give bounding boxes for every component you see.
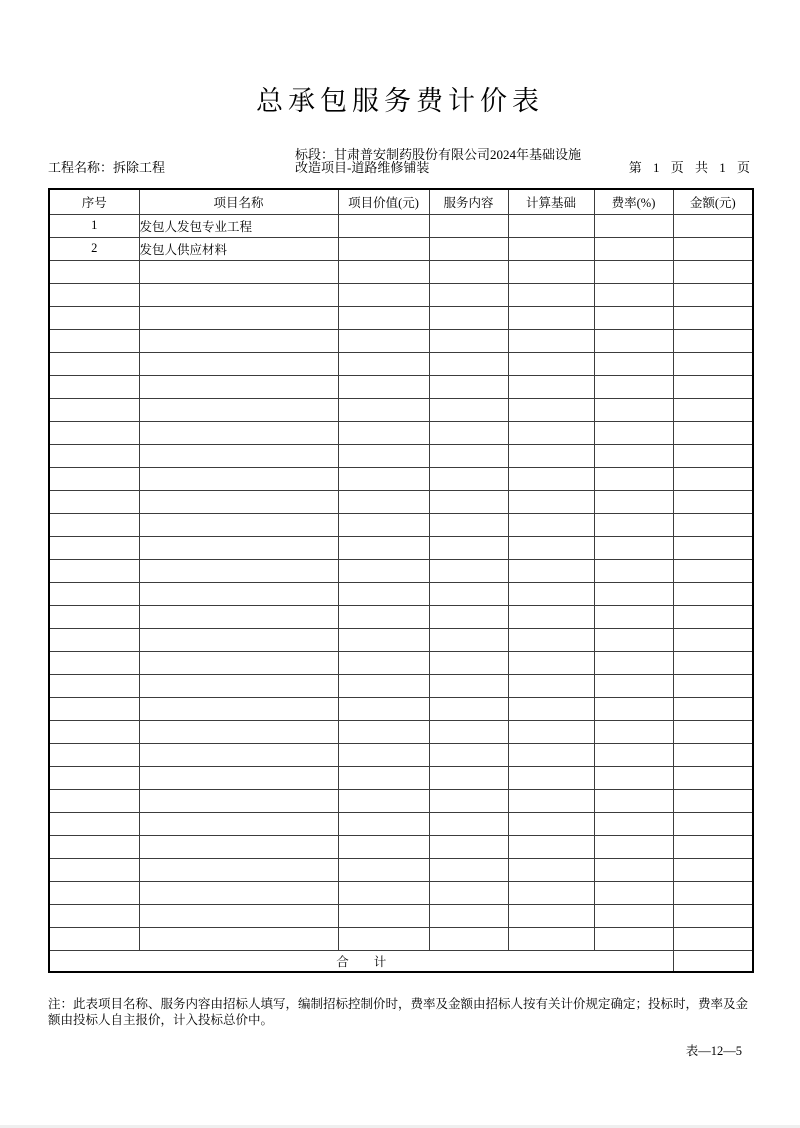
table-cell <box>139 375 338 398</box>
table-cell <box>338 582 429 605</box>
table-cell <box>508 237 594 260</box>
table-cell <box>49 536 139 559</box>
table-cell <box>673 858 753 881</box>
table-cell <box>429 306 508 329</box>
table-row <box>49 237 753 260</box>
table-cell <box>673 352 753 375</box>
table-cell <box>139 352 338 375</box>
table-cell <box>508 283 594 306</box>
table-cell <box>508 306 594 329</box>
table-cell <box>429 582 508 605</box>
table-row-empty <box>49 375 753 398</box>
table-cell <box>429 812 508 835</box>
total-label-cell: 合 计 <box>49 950 673 972</box>
table-body <box>49 214 753 950</box>
table-cell <box>594 651 673 674</box>
table-cell <box>673 697 753 720</box>
table-cell <box>338 306 429 329</box>
table-cell <box>338 283 429 306</box>
table-cell <box>594 743 673 766</box>
table-cell <box>594 490 673 513</box>
table-cell <box>429 490 508 513</box>
total-amount-cell <box>673 950 753 972</box>
table-cell: 2 <box>49 237 139 260</box>
table-cell <box>673 651 753 674</box>
table-cell <box>508 582 594 605</box>
table-cell <box>673 375 753 398</box>
table-cell <box>49 559 139 582</box>
table-cell <box>429 835 508 858</box>
table-cell <box>508 260 594 283</box>
table-cell <box>429 398 508 421</box>
table-cell <box>338 559 429 582</box>
table-cell <box>338 743 429 766</box>
table-cell <box>338 260 429 283</box>
table-cell <box>139 812 338 835</box>
table-cell <box>594 306 673 329</box>
table-cell <box>49 375 139 398</box>
table-row-empty <box>49 582 753 605</box>
table-cell <box>338 720 429 743</box>
table-cell <box>594 398 673 421</box>
table-cell <box>429 329 508 352</box>
table-cell <box>429 651 508 674</box>
table-cell <box>673 237 753 260</box>
column-header-basis: 计算基础 <box>508 189 594 214</box>
table-cell <box>338 812 429 835</box>
table-cell <box>338 375 429 398</box>
table-cell <box>673 674 753 697</box>
table-cell <box>508 674 594 697</box>
table-cell <box>594 214 673 237</box>
table-row-empty <box>49 674 753 697</box>
table-cell <box>338 536 429 559</box>
table-cell <box>139 904 338 927</box>
fee-table <box>48 188 754 973</box>
table-cell <box>594 628 673 651</box>
table-cell <box>429 789 508 812</box>
table-cell <box>508 835 594 858</box>
table-cell <box>673 421 753 444</box>
table-cell <box>429 375 508 398</box>
table-cell <box>139 444 338 467</box>
table-cell <box>594 329 673 352</box>
table-cell <box>139 490 338 513</box>
column-header-no: 序号 <box>49 189 139 214</box>
table-cell <box>508 421 594 444</box>
table-cell <box>508 766 594 789</box>
table-cell <box>338 628 429 651</box>
table-header <box>49 189 753 214</box>
table-cell <box>139 605 338 628</box>
table-cell <box>594 375 673 398</box>
table-cell <box>594 513 673 536</box>
table-cell <box>429 421 508 444</box>
column-header-service: 服务内容 <box>429 189 508 214</box>
table-cell: 发包人发包专业工程 <box>139 214 338 237</box>
table-cell <box>594 674 673 697</box>
table-cell <box>673 812 753 835</box>
table-cell <box>338 605 429 628</box>
table-cell <box>49 490 139 513</box>
table-cell <box>338 697 429 720</box>
table-cell <box>673 743 753 766</box>
table-cell <box>673 306 753 329</box>
table-cell <box>139 283 338 306</box>
table-cell <box>594 467 673 490</box>
table-cell <box>594 444 673 467</box>
table-cell <box>139 697 338 720</box>
table-row-empty <box>49 490 753 513</box>
table-cell <box>338 398 429 421</box>
table-cell <box>594 605 673 628</box>
table-cell <box>429 214 508 237</box>
table-cell <box>139 398 338 421</box>
table-cell <box>429 697 508 720</box>
table-cell <box>139 513 338 536</box>
table-row-empty <box>49 789 753 812</box>
table-cell <box>338 329 429 352</box>
table-cell <box>49 605 139 628</box>
table-row-empty <box>49 444 753 467</box>
table-cell <box>49 766 139 789</box>
table-row-empty <box>49 260 753 283</box>
table-cell <box>139 260 338 283</box>
table-cell <box>49 812 139 835</box>
table-cell <box>338 881 429 904</box>
table-cell <box>673 490 753 513</box>
table-cell <box>594 789 673 812</box>
table-cell: 1 <box>49 214 139 237</box>
table-cell <box>139 881 338 904</box>
table-cell <box>49 283 139 306</box>
table-cell <box>673 329 753 352</box>
table-cell <box>594 812 673 835</box>
page-indicator: 第 1 页 共 1 页 <box>628 160 750 175</box>
document-title: 总承包服务费计价表 <box>256 86 544 116</box>
table-row-empty <box>49 283 753 306</box>
table-cell <box>429 927 508 950</box>
table-cell <box>429 605 508 628</box>
table-cell <box>429 467 508 490</box>
table-cell <box>673 260 753 283</box>
table-cell <box>338 421 429 444</box>
table-cell <box>429 720 508 743</box>
table-cell <box>508 812 594 835</box>
table-cell <box>673 398 753 421</box>
table-cell <box>338 904 429 927</box>
table-cell <box>594 927 673 950</box>
table-cell <box>673 467 753 490</box>
table-cell <box>49 743 139 766</box>
table-cell <box>429 743 508 766</box>
table-cell <box>49 444 139 467</box>
table-cell <box>139 789 338 812</box>
table-row-empty <box>49 812 753 835</box>
table-cell <box>594 536 673 559</box>
table-cell <box>49 421 139 444</box>
table-cell <box>139 743 338 766</box>
table-row <box>49 214 753 237</box>
table-cell <box>673 766 753 789</box>
table-cell <box>673 559 753 582</box>
table-cell <box>139 674 338 697</box>
table-row-empty <box>49 697 753 720</box>
table-cell <box>338 766 429 789</box>
table-cell <box>139 628 338 651</box>
table-row-empty <box>49 306 753 329</box>
table-cell <box>429 858 508 881</box>
table-cell <box>139 835 338 858</box>
table-cell <box>139 467 338 490</box>
table-cell <box>508 697 594 720</box>
table-cell <box>673 214 753 237</box>
table-cell <box>594 283 673 306</box>
table-cell <box>429 904 508 927</box>
table-cell <box>49 881 139 904</box>
table-cell <box>673 628 753 651</box>
table-cell <box>139 559 338 582</box>
table-cell <box>673 835 753 858</box>
column-header-amount: 金额(元) <box>673 189 753 214</box>
table-cell <box>508 628 594 651</box>
table-cell <box>429 237 508 260</box>
table-cell <box>673 720 753 743</box>
table-cell <box>508 444 594 467</box>
table-cell <box>673 283 753 306</box>
table-row-empty <box>49 605 753 628</box>
table-cell <box>49 306 139 329</box>
table-row-empty <box>49 927 753 950</box>
table-cell <box>673 927 753 950</box>
table-cell <box>139 421 338 444</box>
table-cell <box>594 559 673 582</box>
table-cell <box>139 927 338 950</box>
table-cell <box>139 766 338 789</box>
table-cell <box>594 720 673 743</box>
table-cell <box>594 421 673 444</box>
table-cell <box>594 260 673 283</box>
table-cell <box>49 329 139 352</box>
table-cell <box>49 674 139 697</box>
table-cell <box>429 628 508 651</box>
table-row-empty <box>49 628 753 651</box>
table-cell <box>508 398 594 421</box>
table-header-row <box>49 189 753 214</box>
table-cell <box>508 214 594 237</box>
table-cell <box>594 582 673 605</box>
table-footer <box>49 950 753 972</box>
table-cell <box>673 881 753 904</box>
table-cell <box>594 237 673 260</box>
table-cell <box>508 605 594 628</box>
table-cell <box>429 352 508 375</box>
table-cell <box>139 329 338 352</box>
table-cell <box>139 858 338 881</box>
table-cell <box>338 467 429 490</box>
table-row-empty <box>49 743 753 766</box>
table-cell <box>508 329 594 352</box>
table-row-empty <box>49 352 753 375</box>
table-cell <box>594 904 673 927</box>
table-cell <box>338 674 429 697</box>
table-cell <box>429 536 508 559</box>
table-cell <box>508 858 594 881</box>
table-row-empty <box>49 559 753 582</box>
table-cell <box>338 927 429 950</box>
table-cell <box>594 835 673 858</box>
table-cell <box>49 628 139 651</box>
table-cell <box>429 513 508 536</box>
total-row <box>49 950 753 972</box>
table-cell <box>508 651 594 674</box>
table-cell <box>139 582 338 605</box>
table-cell <box>429 766 508 789</box>
column-header-value: 项目价值(元) <box>338 189 429 214</box>
table-cell <box>49 789 139 812</box>
table-cell <box>594 881 673 904</box>
table-cell <box>429 674 508 697</box>
table-cell: 发包人供应材料 <box>139 237 338 260</box>
table-cell <box>139 720 338 743</box>
table-cell <box>338 490 429 513</box>
table-row-empty <box>49 467 753 490</box>
table-cell <box>594 697 673 720</box>
project-name-label: 工程名称：拆除工程 <box>48 160 166 175</box>
table-row-empty <box>49 513 753 536</box>
table-cell <box>508 375 594 398</box>
table-cell <box>139 536 338 559</box>
table-cell <box>673 605 753 628</box>
table-cell <box>508 904 594 927</box>
table-cell <box>49 858 139 881</box>
table-cell <box>338 513 429 536</box>
table-cell <box>49 467 139 490</box>
table-cell <box>49 835 139 858</box>
table-cell <box>49 352 139 375</box>
table-cell <box>508 559 594 582</box>
table-cell <box>49 904 139 927</box>
table-cell <box>673 582 753 605</box>
table-cell <box>508 789 594 812</box>
table-cell <box>49 927 139 950</box>
table-row-empty <box>49 536 753 559</box>
table-cell <box>49 651 139 674</box>
table-cell <box>338 237 429 260</box>
table-cell <box>429 881 508 904</box>
table-cell <box>49 513 139 536</box>
table-row-empty <box>49 904 753 927</box>
table-row-empty <box>49 398 753 421</box>
table-cell <box>673 789 753 812</box>
table-cell <box>673 536 753 559</box>
table-cell <box>49 398 139 421</box>
table-cell <box>338 214 429 237</box>
table-row-empty <box>49 720 753 743</box>
column-header-name: 项目名称 <box>139 189 338 214</box>
table-cell <box>338 835 429 858</box>
section-label-line2: 改造项目-道路维修铺装 <box>295 160 430 175</box>
table-row-empty <box>49 329 753 352</box>
table-cell <box>508 352 594 375</box>
table-cell <box>49 720 139 743</box>
table-cell <box>673 904 753 927</box>
table-cell <box>508 490 594 513</box>
table-cell <box>338 651 429 674</box>
table-cell <box>338 352 429 375</box>
table-cell <box>429 283 508 306</box>
table-cell <box>429 444 508 467</box>
table-cell <box>508 513 594 536</box>
table-cell <box>594 766 673 789</box>
table-cell <box>673 444 753 467</box>
section-label <box>295 148 581 174</box>
table-cell <box>508 467 594 490</box>
table-cell <box>338 444 429 467</box>
table-cell <box>139 651 338 674</box>
table-cell <box>49 582 139 605</box>
table-cell <box>508 536 594 559</box>
table-cell <box>139 306 338 329</box>
table-cell <box>673 513 753 536</box>
table-cell <box>508 927 594 950</box>
table-cell <box>508 743 594 766</box>
table-cell <box>429 559 508 582</box>
table-cell <box>338 789 429 812</box>
table-row-empty <box>49 651 753 674</box>
form-code: 表—12—5 <box>685 1044 742 1058</box>
section-label-line1: 标段：甘肃普安制药股份有限公司2024年基础设施 <box>295 147 582 162</box>
table-row-empty <box>49 881 753 904</box>
table-cell <box>508 720 594 743</box>
table-row-empty <box>49 858 753 881</box>
table-cell <box>594 352 673 375</box>
table-cell <box>49 260 139 283</box>
footer-note: 注：此表项目名称、服务内容由招标人填写，编制招标控制价时，费率及金额由招标人按有关计价规定确定；投标时，费率及金额由投标人自主报价，计入投标总价中。 <box>48 997 749 1027</box>
table-cell <box>508 881 594 904</box>
table-row-empty <box>49 835 753 858</box>
column-header-rate: 费率(%) <box>594 189 673 214</box>
table-cell <box>338 858 429 881</box>
table-cell <box>429 260 508 283</box>
table-row-empty <box>49 766 753 789</box>
table-cell <box>49 697 139 720</box>
table-row-empty <box>49 421 753 444</box>
table-cell <box>594 858 673 881</box>
